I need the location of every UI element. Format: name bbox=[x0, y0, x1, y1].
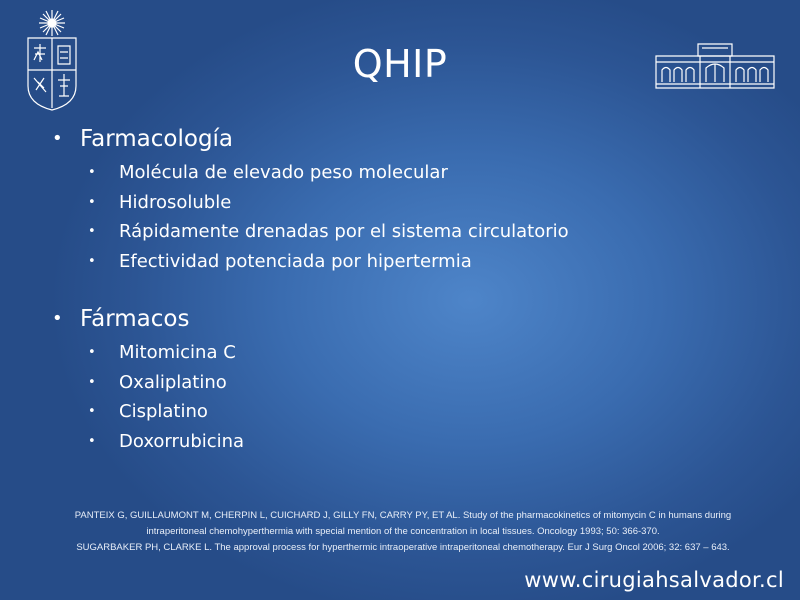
bullet-icon: • bbox=[88, 345, 96, 360]
bullet-icon: • bbox=[88, 165, 96, 180]
bullet-icon: • bbox=[88, 253, 96, 269]
website-watermark: www.cirugiahsalvador.cl bbox=[524, 568, 784, 592]
slide-content bbox=[52, 122, 772, 482]
bullet-icon: • bbox=[52, 128, 63, 149]
list-item-text: Mitomicina C bbox=[119, 342, 236, 363]
list-item-text: Molécula de elevado peso molecular bbox=[119, 162, 448, 183]
list-item-text: Cisplatino bbox=[119, 401, 208, 422]
bullet-icon: • bbox=[88, 433, 96, 449]
section-heading-text: Fármacos bbox=[80, 306, 190, 332]
slide-title: QHIP bbox=[352, 42, 448, 86]
section-heading bbox=[52, 302, 772, 336]
section-farmacologia bbox=[52, 122, 772, 276]
bullet-icon: • bbox=[88, 224, 96, 239]
section-heading-text: Farmacología bbox=[80, 126, 234, 152]
list-item bbox=[52, 217, 772, 247]
bullet-icon: • bbox=[88, 374, 96, 390]
list-item-text: Rápidamente drenadas por el sistema circulatorio bbox=[119, 221, 569, 242]
bullet-list bbox=[52, 338, 772, 456]
reference-1: PANTEIX G, GUILLAUMONT M, CHERPIN L, CUICHARD J, GILLY FN, CARRY PY, ET AL. Study of the pharmacokinetics of mitomycin C in humans during intraperitoneal chemohyperthermia with special mention of the concentration in local tissues. Oncology 1993; 50: 366-370. bbox=[74, 510, 732, 537]
list-item bbox=[52, 397, 772, 427]
section-heading bbox=[52, 122, 772, 156]
bullet-icon: • bbox=[52, 308, 63, 329]
list-item-text: Oxaliplatino bbox=[119, 371, 227, 393]
section-farmacos bbox=[52, 302, 772, 456]
bullet-icon: • bbox=[88, 194, 96, 210]
list-item bbox=[52, 158, 772, 188]
bullet-icon: • bbox=[88, 404, 96, 419]
bullet-list bbox=[52, 158, 772, 276]
list-item bbox=[52, 188, 772, 218]
list-item-text: Efectividad potenciada por hipertermia bbox=[119, 250, 472, 272]
list-item-text: Doxorrubicina bbox=[119, 430, 245, 452]
list-item bbox=[52, 247, 772, 277]
list-item bbox=[52, 338, 772, 368]
list-item bbox=[52, 368, 772, 398]
references bbox=[62, 508, 744, 556]
list-item bbox=[52, 427, 772, 457]
reference-2: SUGARBAKER PH, CLARKE L. The approval process for hyperthermic intraoperative intraperitoneal chemotherapy. Eur J Surg Oncol 2006; 32: 637 – 643. bbox=[76, 542, 730, 553]
list-item-text: Hidrosoluble bbox=[119, 191, 232, 213]
